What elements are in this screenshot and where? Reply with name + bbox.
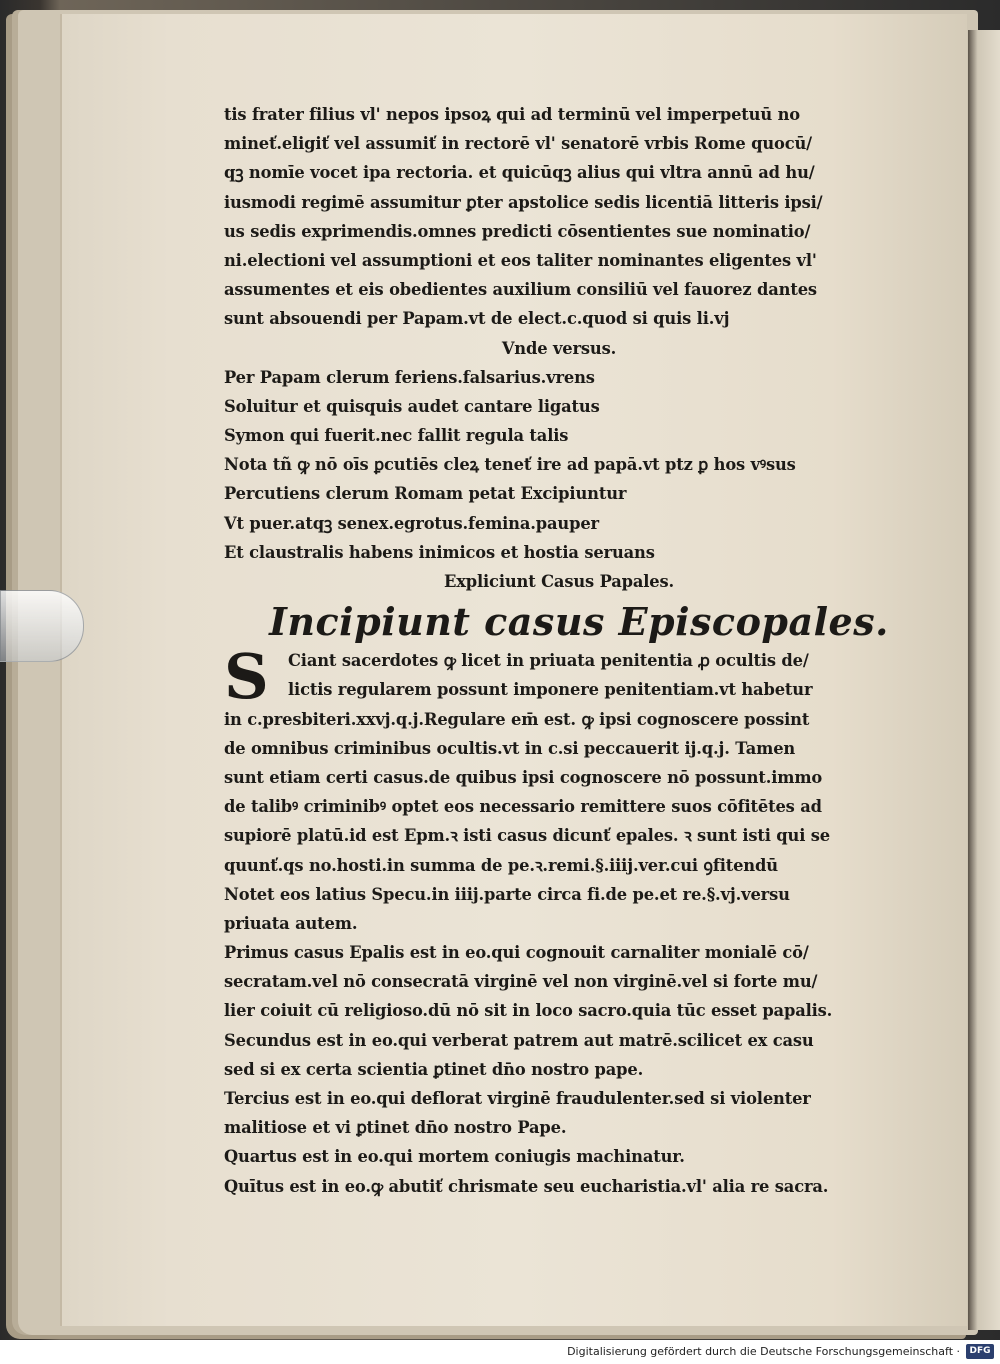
text-line: priuata autem. [224,913,358,933]
text-line: Tercius est in eo.qui deflorat virginē fraudulenter.sed si violenter [224,1089,811,1108]
text-line: in c.presbiteri.xxvj.q.j.Regulare em̄ est. ꝙ ipsi cognoscere possint [224,709,810,729]
text-line: Quītus est in eo.ꝙ abutiť chrismate seu eucharistia.vl' alia re sacra. [224,1176,829,1196]
drop-cap: S [224,640,269,714]
text-line: de talibꝰ criminibꝰ optet eos necessario remittere suos cōfitētes ad [224,797,822,817]
text-line: supiorē platū.id est Epm.ꝛ isti casus dicunť epales. ꝛ sunt isti qui se [224,826,831,846]
text-line: Notet eos latius Specu.in iiij.parte circa fi.de pe.et re.§.vj.versu [224,884,790,904]
verse-line: Et claustralis habens inimicos et hostia seruans [224,542,655,562]
verse-line: Per Papam clerum feriens.falsarius.vrens [224,367,595,387]
text-line: iusmodi regimē assumitur ꝑter apstolice sedis licentiā litteris ipsi/ [224,192,823,212]
text-line: de omnibus criminibus ocultis.vt in c.si peccauerit ij.q.j. Tamen [224,738,796,758]
page-text [224,100,894,1201]
text-line: mineť.eligiť vel assumiť in rectorē vl' senatorē vrbis Rome quocū/ [224,134,812,154]
text-line: sunt absouendi per Papam.vt de elect.c.quod si quis li.vj [224,309,730,329]
page-clip [0,590,84,662]
text-line: us sedis exprimendis.omnes predicti cōsentientes sue nominatio/ [224,221,811,241]
text-line: lictis regularem possunt imponere penitentiam.vt habetur [288,680,813,700]
explicit-line: Expliciunt Casus Papales. [443,572,675,591]
verse-line: Vt puer.atqꝫ senex.egrotus.femina.pauper [224,513,599,533]
text-line: sunt etiam certi casus.de quibus ipsi cognoscere nō possunt.immo [224,767,823,787]
verse-line: Soluitur et quisquis audet cantare ligatus [224,396,600,416]
verse-line: Nota tñ ꝙ nō oīs ꝑcutiēs cleꝝ teneť ire ad papā.vt ptz ꝑ hos vꝰsus [224,455,796,475]
verse-line: Symon qui fuerit.nec fallit regula talis [224,426,569,446]
text-line: ni.electioni vel assumptioni et eos taliter nominantes eligentes vl' [224,250,817,270]
footer-bar [0,1340,1000,1364]
facing-page-edge [968,30,1000,1330]
text-line: qꝫ nomīe vocet ipa rectoria. et quicūqꝫ alius qui vltra annū ad hu/ [224,163,815,183]
text-line: quunť.qs no.hosti.in summa de pe.ꝛ.remi.§.iiij.ver.cui ꝯfitendū [224,855,778,875]
text-line: malitiose et vi ꝑtinet dn̄o nostro Pape. [224,1118,567,1138]
text-line: secratam.vel nō consecratā virginē vel non virginē.vel si forte mu/ [224,972,818,992]
text-line: Secundus est in eo.qui verberat patrem aut matrē.scilicet ex casu [224,1030,814,1050]
text-line: Quartus est in eo.qui mortem coniugis machinatur. [224,1147,685,1167]
text-line: sed si ex certa scientia ꝑtinet dn̄o nostro pape. [224,1059,644,1079]
text-line: assumentes et eis obedientes auxilium consiliū vel fauorez dantes [224,280,817,300]
verse-line: Percutiens clerum Romam petat Excipiuntur [224,484,627,504]
dfg-logo: DFG [966,1344,994,1359]
text-line: lier coiuit cū religioso.dū nō sit in loco sacro.quia tūc esset papalis. [224,1001,833,1021]
section-heading: Incipiunt casus Episcopales. [269,599,889,645]
funding-credit: Digitalisierung gefördert durch die Deutsche Forschungsgemeinschaft · [567,1345,960,1358]
text-line: tis frater filius vl' nepos ipsoꝝ qui ad terminū vel imperpetuū no [224,105,800,124]
first-line-text: Ciant sacerdotes ꝙ licet in priuata penitentia ꝓ ocultis de/ [288,651,809,671]
verse-title: Vnde versus. [501,338,617,358]
text-line: Primus casus Epalis est in eo.qui cognouit carnaliter monialē cō/ [224,943,809,963]
